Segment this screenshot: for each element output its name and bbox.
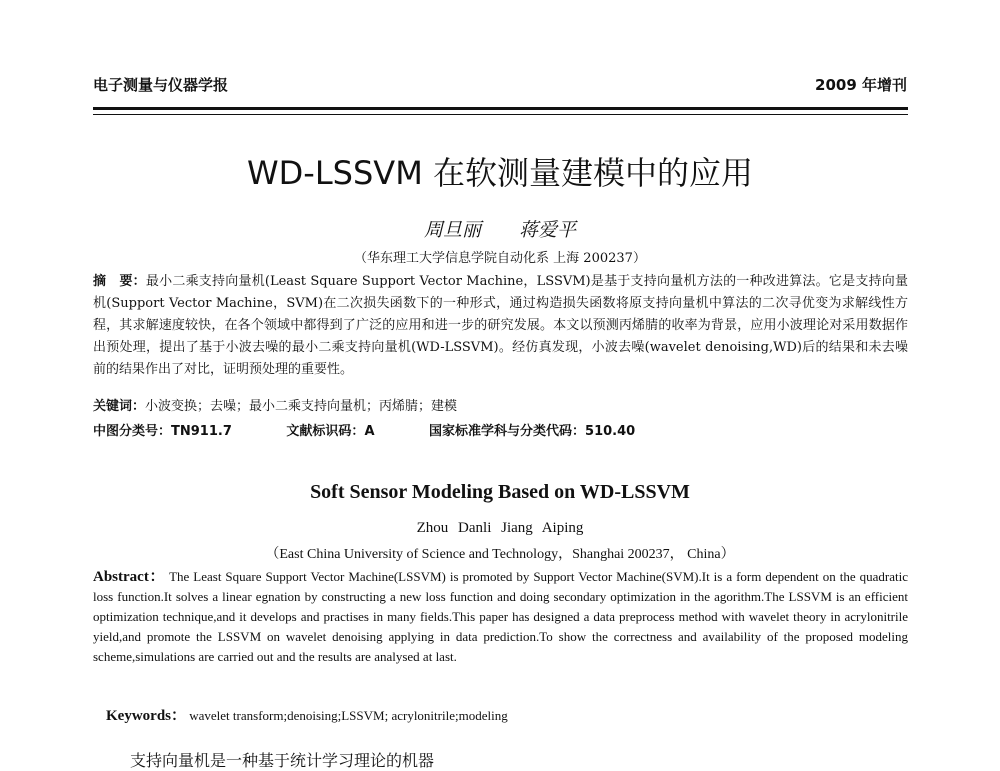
chinese-keywords-label: 关键词： — [93, 399, 146, 414]
doc-code-value: A — [364, 424, 375, 439]
journal-name: 电子测量与仪器学报 — [93, 76, 229, 94]
discipline-label: 国家标准学科与分类代码： — [429, 424, 586, 439]
header-rule-thin — [93, 114, 908, 115]
clc-label: 中图分类号： — [93, 424, 172, 439]
header-rule-thick — [93, 107, 908, 110]
english-abstract-label: Abstract： — [93, 569, 166, 585]
discipline-item — [429, 424, 635, 439]
chinese-authors: 周旦丽 蒋爱平 — [423, 219, 577, 241]
english-affiliation: （East China University of Science and Technology，Shanghai 200237， China） — [265, 547, 735, 562]
chinese-keywords — [93, 395, 908, 414]
english-keywords — [106, 704, 906, 725]
english-abstract — [93, 567, 908, 667]
english-abstract-text: The Least Square Support Vector Machine(LSSVM) is promoted by Support Vector Machine(SVM).It is a form dependent on the quadratic loss function.It solves a linear egnation by constructing a new loss function and doing secondary optimization in the agorithm.The LSSVM is an efficient optimization technique,and it develops and practises in many fields.This paper has designed a data preprocess method with wavelet theory in acrylonitrile yield,and promote the LSSVM on wavelet denoising applying in data prediction.To show the correctness and availability of the proposed modeling scheme,simulations are carried out and the results are analysed at last. — [93, 569, 909, 664]
chinese-title: WD-LSSVM 在软测量建模中的应用 — [247, 154, 753, 192]
classification-row — [93, 420, 908, 439]
chinese-abstract-label: 摘 要： — [93, 274, 146, 289]
body-first-line: 支持向量机是一种基于统计学习理论的机器 — [130, 751, 435, 770]
chinese-affiliation: （华东理工大学信息学院自动化系 上海 200237） — [354, 251, 646, 266]
english-keywords-label: Keywords： — [106, 708, 186, 724]
clc-item — [93, 424, 232, 439]
doc-code-label: 文献标识码： — [286, 424, 365, 439]
chinese-abstract-text: 最小二乘支持向量机(Least Square Support Vector Machine，LSSVM)是基于支持向量机方法的一种改进算法。它是支持向量机(Support Vector Machine，SVM)在二次损失函数下的一种形式，通过构造损失函数将原支持向量机中算法的二次寻优变为求解线性方程，其求解速度较快，在各个领域中都得到了广泛的应用和进一步的研究发展。本文以预测丙烯腈的收率为背景，应用小波理论对采用数据作出预处理，提出了基于小波去噪的最小二乘支持向量机(WD-LSSVM)。经仿真发现，小波去噪(wavelet denoising,WD)后的结果和未去噪前的结果作出了对比，证明预处理的重要性。 — [93, 274, 908, 377]
discipline-value: 510.40 — [585, 424, 636, 439]
doc-code-item — [286, 424, 374, 439]
chinese-keywords-text: 小波变换；去噪；最小二乘支持向量机；丙烯腈；建模 — [145, 399, 458, 414]
chinese-abstract — [93, 271, 908, 381]
issue-label: 2009 年增刊 — [815, 76, 907, 94]
english-title: Soft Sensor Modeling Based on WD-LSSVM — [310, 481, 690, 503]
english-authors: Zhou Danli Jiang Aiping — [416, 520, 584, 536]
english-keywords-text: wavelet transform;denoising;LSSVM; acrylonitrile;modeling — [189, 708, 508, 723]
clc-value: TN911.7 — [171, 424, 232, 439]
